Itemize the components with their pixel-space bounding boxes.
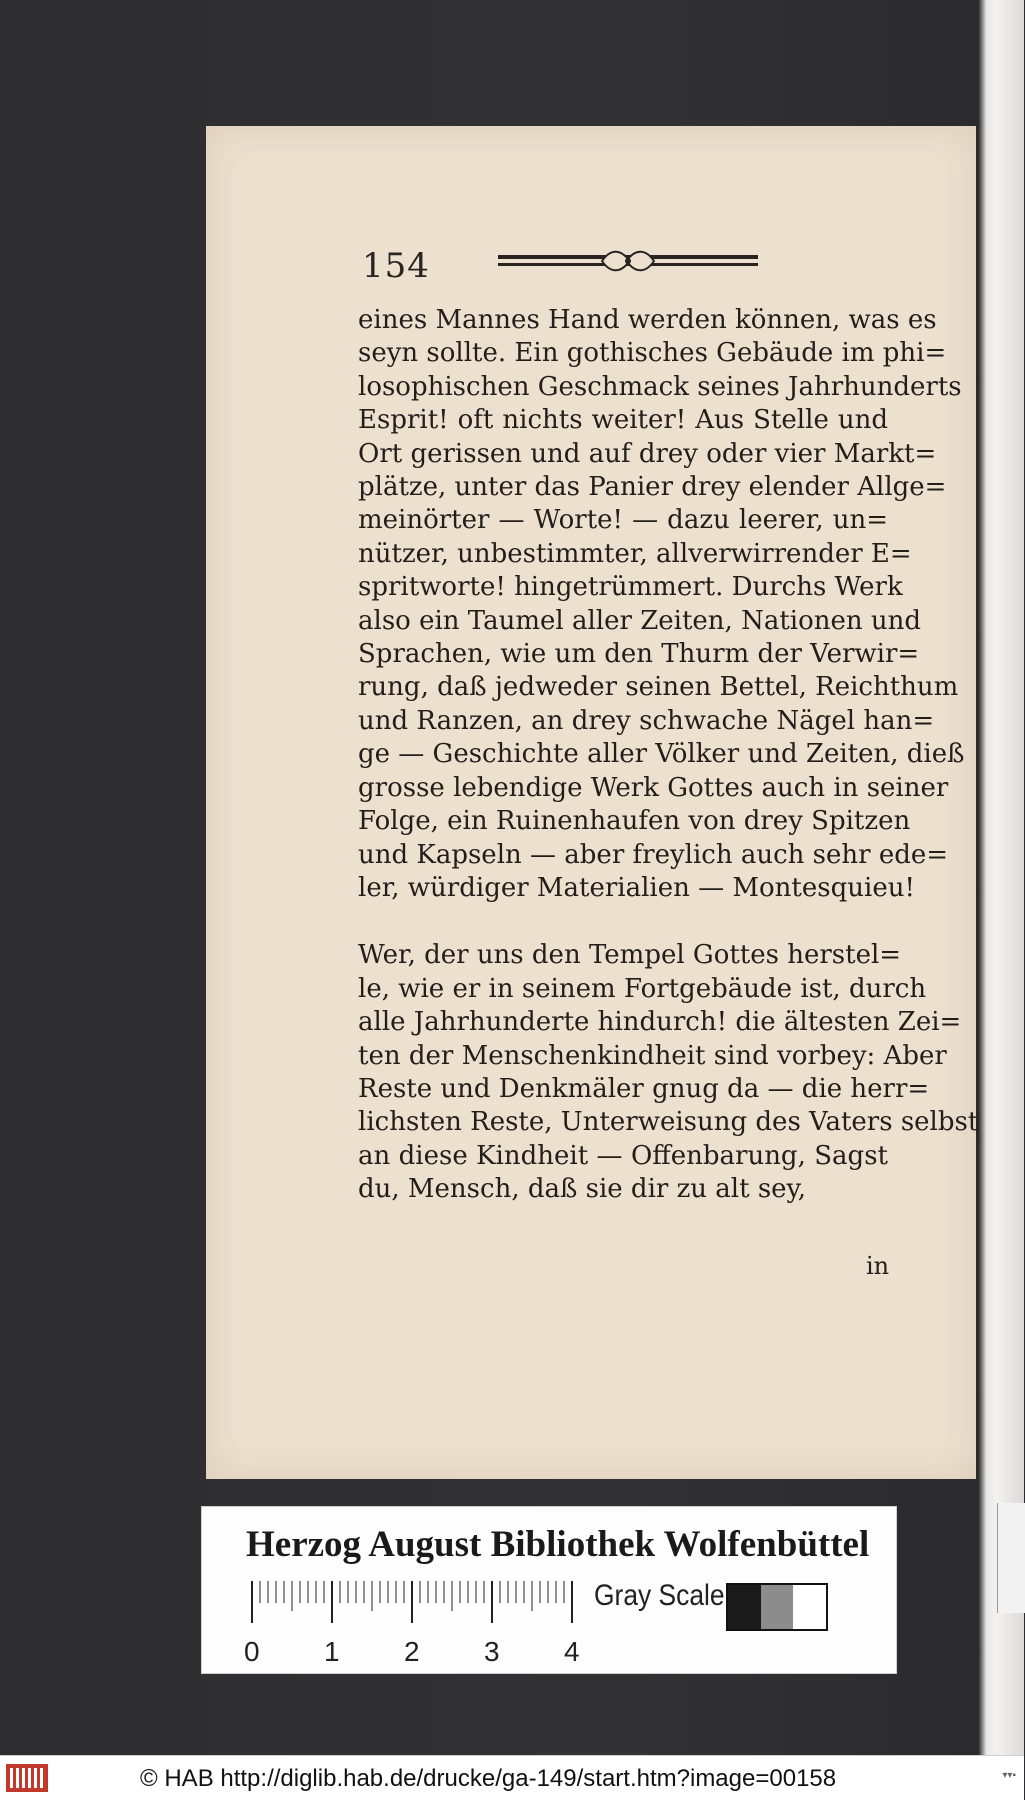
gray-patch (761, 1585, 794, 1629)
text-line: Reste und Denkmäler gnug da — die herr= (358, 1073, 930, 1104)
text-line: losophischen Geschmack seines Jahrhunderts (358, 371, 962, 402)
text-line: eines Mannes Hand werden können, was es (358, 305, 937, 335)
text-line: lichsten Reste, Unterweisung des Vaters selbst (358, 1107, 979, 1138)
main-text (358, 304, 979, 1207)
text-line: du, Mensch, daß sie dir zu alt sey, (358, 1174, 807, 1205)
text-line: an diese Kindheit — Offenbarung, Sagst (358, 1140, 888, 1171)
header-ornament (498, 247, 758, 277)
text-line: ge — Geschichte aller Völker und Zeiten, dieß (358, 739, 965, 770)
text-line: le, wie er in seinem Fortgebäude ist, durch (358, 973, 927, 1004)
ruler-label: 3 (484, 1636, 500, 1667)
library-color-card (201, 1506, 897, 1674)
text-line: und Ranzen, an drey schwache Nägel han= (358, 705, 935, 736)
text-line: Ort gerissen und auf drey oder vier Markt= (358, 438, 937, 469)
gray-patch (793, 1585, 826, 1629)
text-line: rung, daß jedweder seinen Bettel, Reichthum (358, 672, 959, 703)
text-line: meinörter — Worte! — dazu leerer, un= (358, 505, 888, 536)
scale-ruler (244, 1577, 580, 1667)
text-line: also ein Taumel aller Zeiten, Nationen und (358, 605, 922, 636)
text-line: nützer, unbestimmter, allverwirrender E= (358, 538, 912, 569)
text-line: seyn sollte. Ein gothisches Gebäude im phi= (358, 338, 947, 369)
catchword: in (866, 1252, 890, 1280)
text-line: spritworte! hingetrümmert. Durchs Werk (358, 572, 903, 603)
page-number: 154 (362, 246, 430, 286)
text-line: und Kapseln — aber freylich auch sehr ede= (358, 839, 949, 870)
library-name: Herzog August Bibliothek Wolfenbüttel (246, 1524, 870, 1565)
text-line: Wer, der uns den Tempel Gottes herstel= (358, 940, 902, 971)
text-line: Sprachen, wie um den Thurm der Verwir= (358, 639, 920, 670)
ruler-label: 1 (324, 1636, 340, 1667)
gray-scale-patches (726, 1583, 828, 1631)
text-line: plätze, unter das Panier drey elender Allge= (358, 472, 947, 503)
text-line: ler, würdiger Materialien — Montesquieu! (358, 872, 915, 903)
footer-mark: ▾▾▪ (1002, 1770, 1016, 1781)
text-line: ten der Menschenkindheit sind vorbey: Aber (358, 1040, 947, 1071)
text-line: Esprit! oft nichts weiter! Aus Stelle und (358, 405, 888, 436)
gray-patch (728, 1585, 761, 1629)
source-link[interactable]: © HAB http://diglib.hab.de/drucke/ga-149/start.htm?image=00158 (140, 1765, 837, 1792)
text-line: alle Jahrhunderte hindurch! die ältesten Zei= (358, 1007, 962, 1038)
hab-logo-icon (6, 1764, 48, 1792)
text-line: Folge, ein Ruinenhaufen von drey Spitzen (358, 806, 911, 837)
next-page-card-edge (997, 1503, 1025, 1613)
viewer-footer (0, 1755, 1024, 1800)
gray-scale-label: Gray Scale (594, 1579, 725, 1612)
next-page-edge (978, 0, 1024, 1755)
paragraph-gap (358, 905, 888, 939)
ruler-label: 2 (404, 1636, 420, 1667)
ruler-label: 0 (244, 1636, 260, 1667)
text-line: grosse lebendige Werk Gottes auch in seiner (358, 772, 949, 803)
ruler-label: 4 (564, 1636, 580, 1667)
